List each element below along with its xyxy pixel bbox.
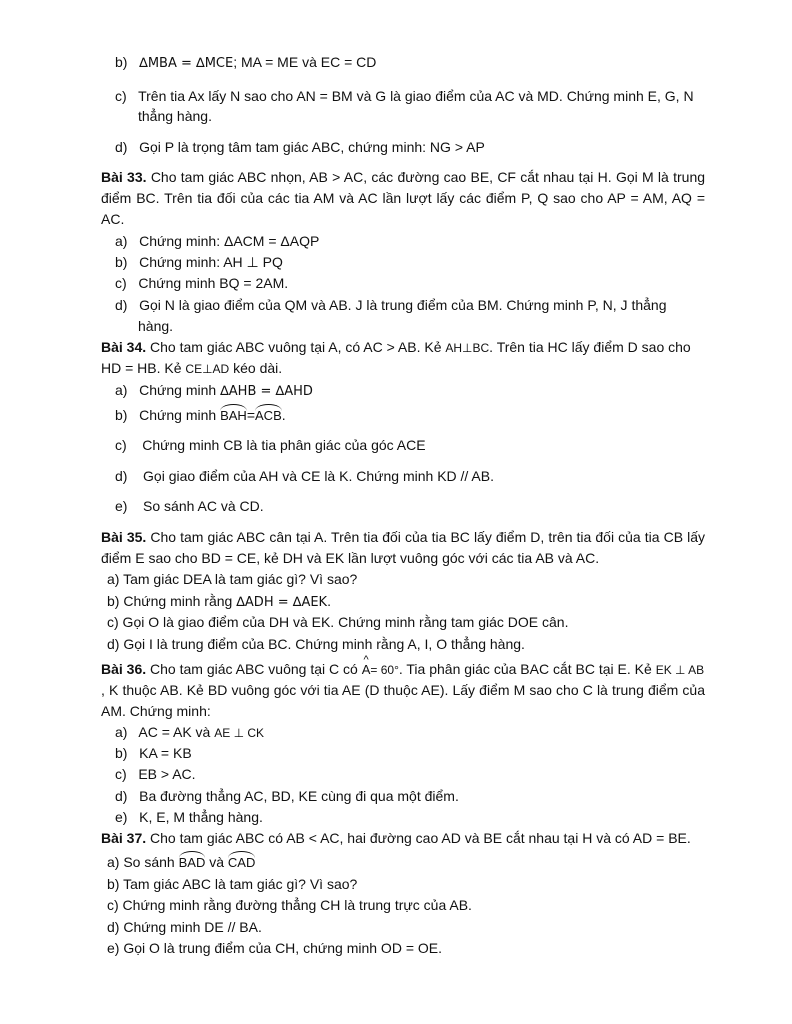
exercise-33-intro (101, 167, 705, 188)
item-label: d) (115, 297, 128, 313)
math-expression: = 60° (370, 663, 399, 677)
item-b: b) Tam giác ABC là tam giác gì? Vì sao? (107, 876, 358, 892)
item-text: K, E, M thẳng hàng. (139, 809, 263, 825)
item-label: c) (115, 88, 127, 104)
item-text: Gọi P là trọng tâm tam giác ABC, chứng minh: NG > AP (139, 139, 485, 155)
punctuation: . (327, 593, 331, 609)
item-label: d) (115, 139, 128, 155)
item-text: Chứng minh BQ = 2AM. (138, 275, 289, 291)
item-text: thẳng hàng. (138, 108, 212, 124)
item-text: Ba đường thẳng AC, BD, KE cùng đi qua một điểm. (139, 788, 459, 804)
exercise-text: kéo dài. (233, 360, 283, 376)
angle-arc: ACB (255, 405, 282, 426)
exercise-text: Cho tam giác ABC có AB < AC, hai đường cao AD và BE cắt nhau tại H và có AD = BE. (150, 830, 691, 846)
item-text: b) Chứng minh rằng (107, 593, 233, 609)
item-label: a) (115, 382, 128, 398)
math-expression: AE ⊥ CK (214, 726, 265, 740)
exercise-text: . Tia phân giác của BAC cắt BC tại E. Kẻ (398, 661, 652, 677)
item-text: AC = AK và (138, 724, 211, 740)
angle-hat: ^ A (362, 659, 371, 680)
exercise-title: Bài 34. (101, 339, 147, 355)
item-text: a) So sánh (107, 854, 175, 870)
exercise-36-intro (101, 659, 704, 681)
exercise-text: HD = HB. Kẻ (101, 360, 182, 376)
item-d (115, 466, 494, 487)
item-text: Chứng minh CB là tia phân giác của góc ACE (142, 437, 426, 453)
exercise-text: điểm BC. Trên tia đối của các tia AM và AC lần lượt lấy các điểm P, Q sao cho AP = AM, AQ = (101, 190, 705, 206)
exercise-35-intro (101, 527, 705, 548)
item-text: Chứng minh (139, 382, 217, 398)
item-text: So sánh AC và CD. (143, 498, 264, 514)
angle-arc: BAH (220, 405, 247, 426)
exercise-text: điểm E sao cho BD = CE, kẻ DH và EK lần lượt vuông góc với các tia AB và AC. (101, 550, 600, 566)
item-text: Chứng minh: AH ⊥ PQ (139, 254, 283, 270)
item-a: a) Tam giác DEA là tam giác gì? Vì sao? (107, 571, 358, 587)
item-text: EB > AC. (138, 766, 196, 782)
exercise-34-line2 (101, 358, 282, 380)
item-label: d) (115, 788, 128, 804)
item-c: c) Gọi O là giao điểm của DH và EK. Chứng minh rằng tam giác DOE cân. (107, 614, 569, 630)
item-text: KA = KB (139, 745, 192, 761)
item-text: Gọi N là giao điểm của QM và AB. J là trung điểm của BM. Chứng minh P, N, J thẳng (139, 297, 667, 313)
exercise-title: Bài 35. (101, 529, 147, 545)
item-text: và (209, 854, 225, 870)
item-d: d) Chứng minh DE // BA. (107, 919, 262, 935)
item-label: a) (115, 233, 128, 249)
item-text: Gọi giao điểm của AH và CE là K. Chứng minh KD // AB. (143, 468, 494, 484)
exercise-37-intro (101, 828, 691, 849)
exercise-text: Cho tam giác ABC vuông tại A, có AC > AB. Kẻ (150, 339, 442, 355)
item-b (115, 252, 283, 273)
item-label: e) (115, 498, 128, 514)
item-b (115, 743, 192, 764)
item-label: c) (115, 437, 127, 453)
math-expression: ∆ADH = ∆AEK (236, 595, 328, 610)
item-text: hàng. (138, 318, 174, 334)
exercise-title: Bài 33. (101, 169, 147, 185)
item-d (115, 137, 485, 158)
exercise-text: AM. Chứng minh: (101, 703, 211, 719)
item-a (115, 380, 313, 402)
exercise-text: . Trên tia HC lấy điểm D sao cho (489, 339, 691, 355)
item-c (115, 435, 426, 456)
angle-arc: CAD (228, 852, 255, 873)
exercise-text: AC. (101, 211, 125, 227)
punctuation: . (281, 407, 286, 423)
math-expression: EK ⊥ AB (655, 663, 705, 677)
item-b (115, 405, 286, 426)
math-expression: ∆AHB = ∆AHD (220, 384, 313, 399)
item-e (115, 807, 263, 828)
exercise-text: Cho tam giác ABC vuông tại C có (150, 661, 358, 677)
item-d (115, 786, 459, 807)
item-label: b) (115, 745, 128, 761)
item-label: b) (115, 254, 128, 270)
item-label: e) (115, 809, 128, 825)
item-e (115, 496, 264, 517)
exercise-text: , K thuộc AB. Kẻ BD vuông góc với tia AE (D thuộc AE). Lấy điểm M sao cho C là trung điểm của (101, 682, 705, 698)
exercise-title: Bài 36. (101, 661, 147, 677)
item-label: c) (115, 275, 127, 291)
exercise-34-intro (101, 337, 691, 359)
item-c (115, 86, 694, 107)
math-symbol: = (246, 407, 256, 423)
item-a (115, 231, 319, 252)
angle-arc: BAD (179, 852, 206, 873)
item-d (115, 295, 666, 316)
item-b (115, 52, 376, 74)
item-text: Chứng minh: ΔACM = ΔAQP (139, 233, 320, 249)
item-c (115, 273, 288, 294)
math-expression: CE⊥AD (185, 362, 230, 376)
math-expression: ∆MBA = ∆MCE (139, 56, 234, 71)
item-a (107, 852, 255, 873)
exercise-text: Cho tam giác ABC nhọn, AB > AC, các đường cao BE, CF cắt nhau tại H. Gọi M là trung (150, 169, 706, 185)
item-text: Trên tia Ax lấy N sao cho AN = BM và G là giao điểm của AC và MD. Chứng minh E, G, N (138, 88, 694, 104)
item-d: d) Gọi I là trung điểm của BC. Chứng minh rằng A, I, O thẳng hàng. (107, 636, 525, 652)
item-label: b) (115, 407, 128, 423)
item-label: a) (115, 724, 128, 740)
item-text: Chứng minh (139, 407, 217, 423)
exercise-text: Cho tam giác ABC cân tại A. Trên tia đối của tia BC lấy điểm D, trên tia đối của tia CB lấy (150, 529, 705, 545)
item-text: ; MA = ME và EC = CD (233, 54, 377, 70)
item-e: e) Gọi O là trung điểm của CH, chứng minh OD = OE. (107, 940, 443, 956)
item-label: b) (115, 54, 128, 70)
exercise-title: Bài 37. (101, 830, 147, 846)
item-label: d) (115, 468, 128, 484)
item-c (115, 764, 196, 785)
math-expression: AH⊥BC (445, 341, 490, 355)
item-label: c) (115, 766, 127, 782)
item-a (115, 722, 264, 744)
item-c: c) Chứng minh rằng đường thẳng CH là trung trực của AB. (107, 897, 472, 913)
item-b (107, 591, 331, 613)
